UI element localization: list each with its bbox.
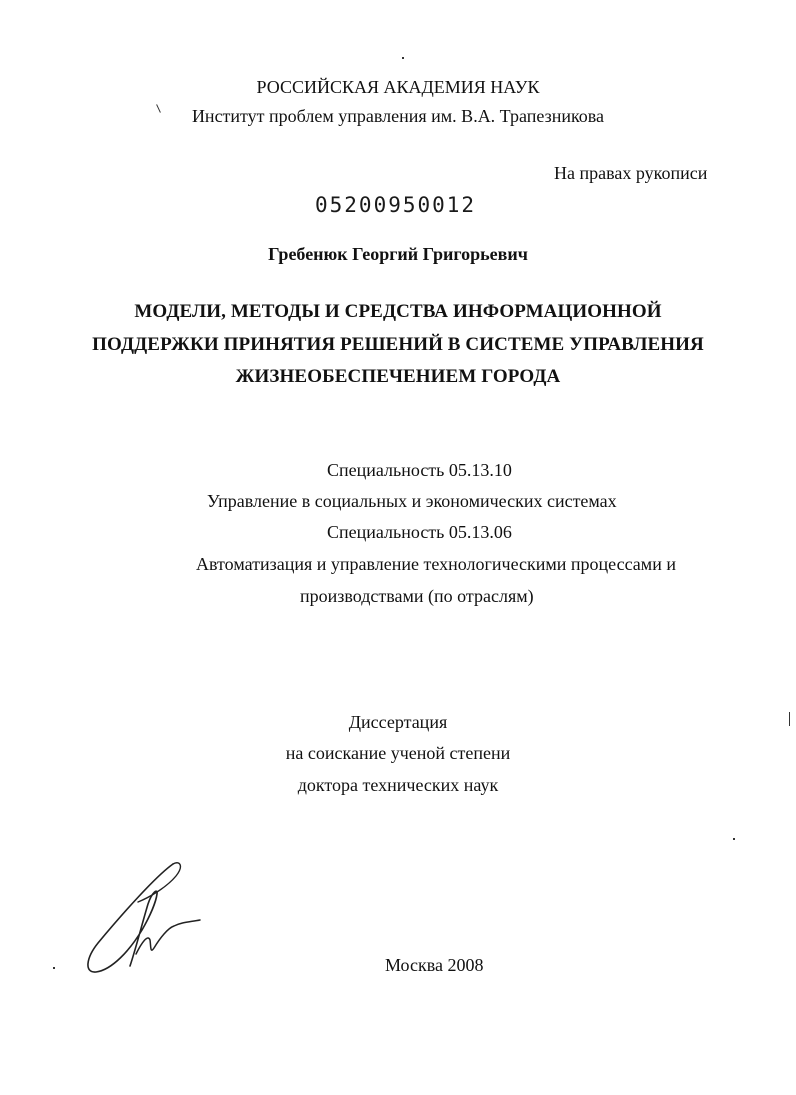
scan-speck-top xyxy=(402,57,404,59)
academy-name: РОССИЙСКАЯ АКАДЕМИЯ НАУК xyxy=(256,77,540,97)
title-line-2: ПОДДЕРЖКИ ПРИНЯТИЯ РЕШЕНИЙ В СИСТЕМЕ УПРАВЛЕНИЯ xyxy=(92,334,704,355)
specialty-2-name-line-2: производствами (по отраслям) xyxy=(300,586,534,606)
specialty-2-code: Специальность 05.13.06 xyxy=(327,522,512,542)
title-line-3: ЖИЗНЕОБЕСПЕЧЕНИЕМ ГОРОДА xyxy=(235,366,561,387)
specialty-1-code: Специальность 05.13.10 xyxy=(327,460,512,480)
title-line-1: МОДЕЛИ, МЕТОДЫ И СРЕДСТВА ИНФОРМАЦИОННОЙ xyxy=(134,301,662,322)
institute-name: Институт проблем управления им. В.А. Трапезникова xyxy=(191,106,605,126)
scan-speck-left xyxy=(53,967,55,969)
degree-level: доктора технических наук xyxy=(297,775,499,795)
specialty-1-name: Управление в социальных и экономических системах xyxy=(207,491,617,511)
city-year: Москва 2008 xyxy=(385,955,484,975)
degree-purpose: на соискание ученой степени xyxy=(285,743,511,763)
author-name: Гребенюк Георгий Григорьевич xyxy=(268,244,528,264)
scan-speck-right xyxy=(733,838,735,840)
handwritten-signature xyxy=(78,858,208,978)
specialty-2-name-line-1: Автоматизация и управление технологическими процессами и xyxy=(196,554,676,574)
registration-code: 05200950012 xyxy=(315,193,477,217)
rights-note: На правах рукописи xyxy=(554,163,708,183)
degree-type: Диссертация xyxy=(348,712,448,732)
